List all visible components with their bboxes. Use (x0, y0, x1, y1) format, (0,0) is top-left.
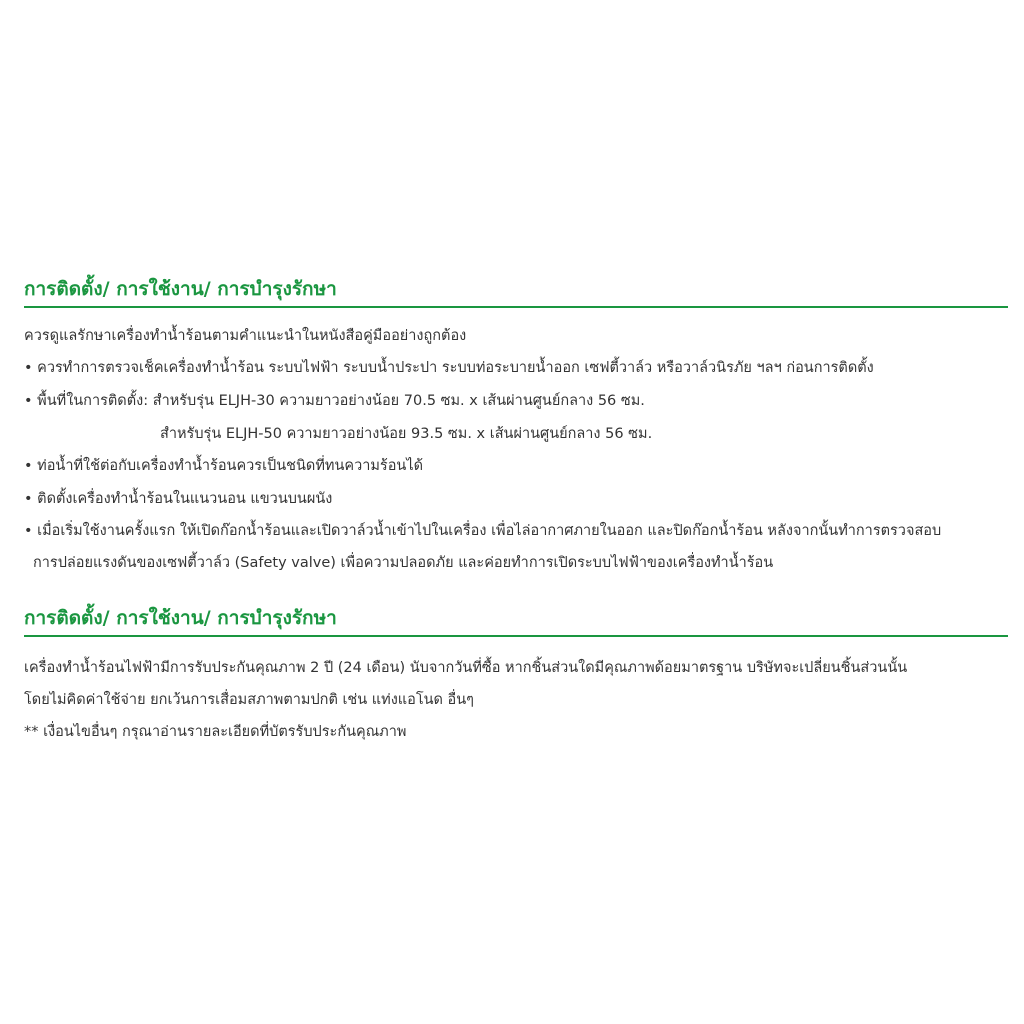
list-item: • ควรทำการตรวจเช็คเครื่องทำน้ำร้อน ระบบไฟฟ้า ระบบน้ำประปา ระบบท่อระบายน้ำออก เซฟตี้วาล์ว หรือวาล์วนิรภัย ฯลฯ ก่อนการติดตั้ง (24, 360, 874, 376)
list-item-continuation: สำหรับรุ่น ELJH-50 ความยาวอย่างน้อย 93.5 ซม. x เส้นผ่านศูนย์กลาง 56 ซม. (160, 426, 653, 442)
warranty-note: ** เงื่อนไขอื่นๆ กรุณาอ่านรายละเอียดที่บัตรรับประกันคุณภาพ (24, 724, 407, 740)
list-item-continuation: การปล่อยแรงดันของเซฟตี้วาล์ว (Safety valve) เพื่อความปลอดภัย และค่อยทำการเปิดระบบไฟฟ้าของเครื่องทำน้ำร้อน (33, 555, 774, 571)
list-item: • พื้นที่ในการติดตั้ง: สำหรับรุ่น ELJH-30 ความยาวอย่างน้อย 70.5 ซม. x เส้นผ่านศูนย์กลาง 56 ซม. (24, 393, 645, 409)
list-item: • เมื่อเริ่มใช้งานครั้งแรก ให้เปิดก๊อกน้ำร้อนและเปิดวาล์วน้ำเข้าไปในเครื่อง เพื่อไล่อากาศภายในออก และปิดก๊อกน้ำร้อน หลังจากนั้นทำการตรวจสอบ (24, 523, 942, 539)
section-heading: การติดตั้ง/ การใช้งาน/ การบำรุงรักษา (24, 607, 337, 629)
list-item: • ท่อน้ำที่ใช้ต่อกับเครื่องทำน้ำร้อนควรเป็นชนิดที่ทนความร้อนได้ (24, 458, 424, 474)
section-installation (24, 276, 1008, 308)
warranty-text: เครื่องทำน้ำร้อนไฟฟ้ามีการรับประกันคุณภาพ 2 ปี (24 เดือน) นับจากวันที่ซื้อ หากชิ้นส่วนใดมีคุณภาพด้อยมาตรฐาน บริษัทจะเปลี่ยนชิ้นส่วนนั้น (24, 660, 908, 676)
heading-divider (24, 306, 1008, 308)
intro-text: ควรดูแลรักษาเครื่องทำน้ำร้อนตามคำแนะนำในหนังสือคู่มืออย่างถูกต้อง (24, 328, 467, 344)
heading-divider (24, 635, 1008, 637)
section-heading: การติดตั้ง/ การใช้งาน/ การบำรุงรักษา (24, 278, 337, 300)
list-item: • ติดตั้งเครื่องทำน้ำร้อนในแนวนอน แขวนบนผนัง (24, 491, 333, 507)
section-warranty (24, 605, 1008, 637)
warranty-text: โดยไม่คิดค่าใช้จ่าย ยกเว้นการเสื่อมสภาพตามปกติ เช่น แท่งแอโนด อื่นๆ (24, 692, 474, 708)
